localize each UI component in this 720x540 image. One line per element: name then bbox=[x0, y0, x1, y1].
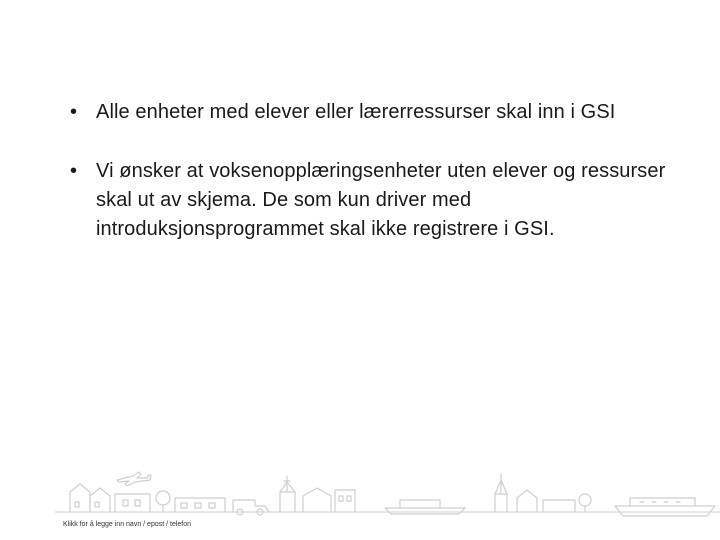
bullet-list bbox=[70, 98, 670, 274]
bullet-text: Alle enheter med elever eller lærerressurser skal inn i GSI bbox=[96, 101, 616, 123]
bullet-marker: • bbox=[70, 101, 78, 123]
town-skyline-illustration bbox=[55, 462, 720, 522]
bullet-item bbox=[70, 98, 670, 127]
bullet-item bbox=[70, 157, 670, 244]
bullet-marker: • bbox=[70, 160, 78, 182]
bullet-text: Vi ønsker at voksenopplæringsenheter uten elever og ressurser skal ut av skjema. De som kun driver med introduksjonsprogrammet skal ikke registrere i GSI. bbox=[96, 160, 666, 240]
footer-contact-placeholder[interactable]: Klikk for å legge inn navn / epost / telefon bbox=[63, 521, 192, 528]
